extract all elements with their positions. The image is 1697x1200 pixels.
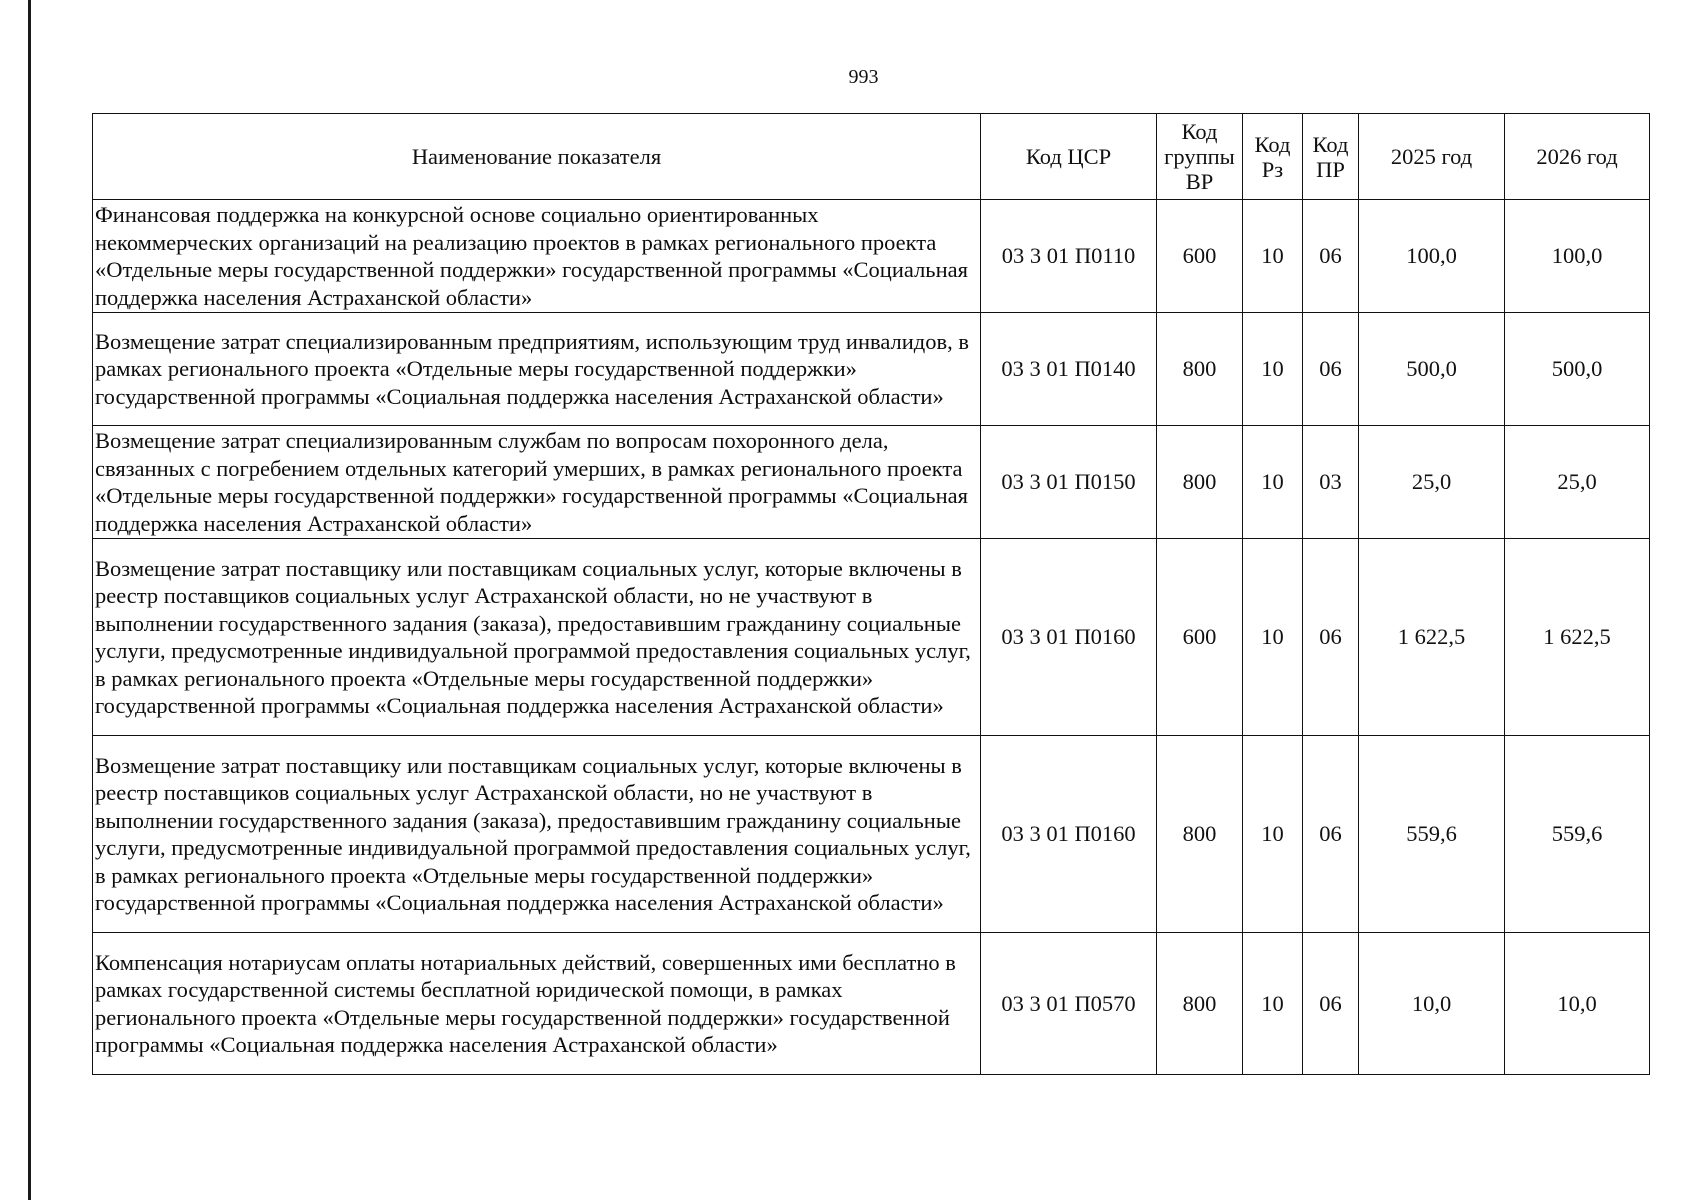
table-row: [93, 200, 1650, 313]
header-indicator-name: Наименование показателя: [93, 114, 981, 200]
csr-code-cell: 03 3 01 П0140: [981, 313, 1157, 426]
amount-2025-cell: 100,0: [1359, 200, 1505, 313]
table-row: [93, 933, 1650, 1075]
vr-code-cell: 800: [1157, 313, 1243, 426]
header-rz-code: Код Рз: [1243, 114, 1303, 200]
pr-code-cell: 06: [1303, 539, 1359, 736]
table-row: [93, 736, 1650, 933]
amount-2025-cell: 25,0: [1359, 426, 1505, 539]
amount-2026-cell: 10,0: [1505, 933, 1650, 1075]
amount-2026-cell: 1 622,5: [1505, 539, 1650, 736]
indicator-name-cell: Возмещение затрат специализированным службам по вопросам похоронного дела, связанных с погребением отдельных категорий умерших, в рамках регионального проекта «Отдельные меры государственной поддержки» государственной программы «Социальная поддержка населения Астраханской области»: [93, 426, 981, 539]
amount-2026-cell: 25,0: [1505, 426, 1650, 539]
pr-code-cell: 06: [1303, 933, 1359, 1075]
pr-code-cell: 03: [1303, 426, 1359, 539]
table-row: [93, 426, 1650, 539]
table-body: [93, 200, 1650, 1075]
page-number: 993: [848, 66, 879, 88]
rz-code-cell: 10: [1243, 426, 1303, 539]
rz-code-cell: 10: [1243, 736, 1303, 933]
amount-2025-cell: 500,0: [1359, 313, 1505, 426]
csr-code-cell: 03 3 01 П0150: [981, 426, 1157, 539]
vr-code-cell: 800: [1157, 426, 1243, 539]
header-csr-code: Код ЦСР: [981, 114, 1157, 200]
table-header: [93, 114, 1650, 200]
scan-edge-line: [28, 0, 31, 1200]
csr-code-cell: 03 3 01 П0160: [981, 539, 1157, 736]
rz-code-cell: 10: [1243, 539, 1303, 736]
indicator-name-cell: Компенсация нотариусам оплаты нотариальных действий, совершенных ими бесплатно в рамках государственной системы бесплатной юридической помощи, в рамках регионального проекта «Отдельные меры государственной поддержки» государственной программы «Социальная поддержка населения Астраханской области»: [93, 933, 981, 1075]
csr-code-cell: 03 3 01 П0110: [981, 200, 1157, 313]
rz-code-cell: 10: [1243, 313, 1303, 426]
vr-code-cell: 800: [1157, 933, 1243, 1075]
vr-code-cell: 600: [1157, 539, 1243, 736]
pr-code-cell: 06: [1303, 313, 1359, 426]
vr-code-cell: 800: [1157, 736, 1243, 933]
vr-code-cell: 600: [1157, 200, 1243, 313]
amount-2025-cell: 1 622,5: [1359, 539, 1505, 736]
indicator-name-cell: Возмещение затрат поставщику или поставщикам социальных услуг, которые включены в реестр поставщиков социальных услуг Астраханской области, но не участвуют в выполнении государственного задания (заказа), предоставившим гражданину социальные услуги, предусмотренные индивидуальной программой предоставления социальных услуг, в рамках регионального проекта «Отдельные меры государственной поддержки» государственной программы «Социальная поддержка населения Астраханской области»: [93, 539, 981, 736]
table-row: [93, 313, 1650, 426]
header-year-2026: 2026 год: [1505, 114, 1650, 200]
csr-code-cell: 03 3 01 П0570: [981, 933, 1157, 1075]
header-year-2025: 2025 год: [1359, 114, 1505, 200]
amount-2026-cell: 500,0: [1505, 313, 1650, 426]
rz-code-cell: 10: [1243, 933, 1303, 1075]
indicator-name-cell: Возмещение затрат специализированным предприятиям, использующим труд инвалидов, в рамках регионального проекта «Отдельные меры государственной поддержки» государственной программы «Социальная поддержка населения Астраханской области»: [93, 313, 981, 426]
header-row: [93, 114, 1650, 200]
csr-code-cell: 03 3 01 П0160: [981, 736, 1157, 933]
budget-table: [92, 113, 1650, 1075]
pr-code-cell: 06: [1303, 200, 1359, 313]
amount-2025-cell: 559,6: [1359, 736, 1505, 933]
pr-code-cell: 06: [1303, 736, 1359, 933]
header-vr-group-code: Код группы ВР: [1157, 114, 1243, 200]
header-pr-code: Код ПР: [1303, 114, 1359, 200]
amount-2026-cell: 100,0: [1505, 200, 1650, 313]
rz-code-cell: 10: [1243, 200, 1303, 313]
table-row: [93, 539, 1650, 736]
indicator-name-cell: Финансовая поддержка на конкурсной основе социально ориентированных некоммерческих организаций на реализацию проектов в рамках регионального проекта «Отдельные меры государственной поддержки» государственной программы «Социальная поддержка населения Астраханской области»: [93, 200, 981, 313]
amount-2025-cell: 10,0: [1359, 933, 1505, 1075]
indicator-name-cell: Возмещение затрат поставщику или поставщикам социальных услуг, которые включены в реестр поставщиков социальных услуг Астраханской области, но не участвуют в выполнении государственного задания (заказа), предоставившим гражданину социальные услуги, предусмотренные индивидуальной программой предоставления социальных услуг, в рамках регионального проекта «Отдельные меры государственной поддержки» государственной программы «Социальная поддержка населения Астраханской области»: [93, 736, 981, 933]
amount-2026-cell: 559,6: [1505, 736, 1650, 933]
